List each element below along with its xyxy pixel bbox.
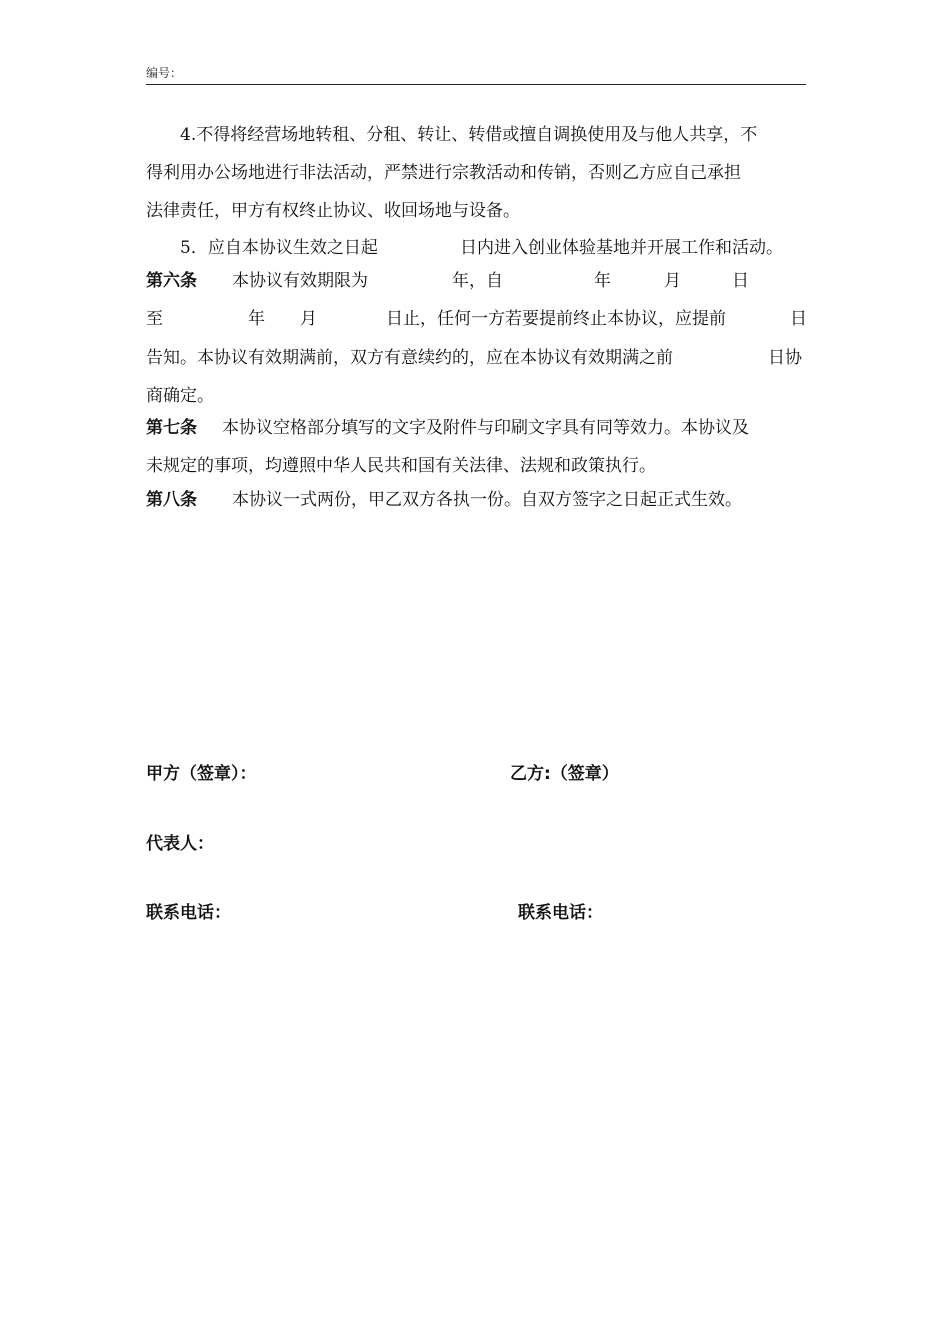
article-7-line-2: 未规定的事项，均遵照中华人民共和国有关法律、法规和政策执行。 — [146, 456, 656, 476]
party-b-signature-label: 乙方:（签章） — [510, 764, 619, 784]
article-8-text: 本协议一式两份，甲乙双方各执一份。自双方签字之日起正式生效。 — [232, 490, 742, 510]
page-header — [146, 66, 806, 85]
article-6-year-from: 年，自 — [452, 271, 503, 291]
party-a-phone-label: 联系电话： — [146, 903, 231, 923]
article-6-end-month: 月 — [300, 309, 317, 329]
article-8-heading: 第八条 — [146, 490, 197, 510]
article-6-renewal-text: 告知。本协议有效期满前，双方有意续约的，应在本协议有效期满之前 — [146, 348, 673, 368]
article-6-end-day-text: 日止，任何一方若要提前终止本协议，应提前 — [386, 309, 726, 329]
party-a-signature-label: 甲方（签章）： — [146, 764, 257, 784]
article-6-notice-day: 日 — [790, 309, 807, 329]
article-6-line-3 — [146, 347, 806, 369]
article-6-end-year: 年 — [248, 309, 265, 329]
clause-4-line-3: 法律责任，甲方有权终止协议、收回场地与设备。 — [146, 201, 520, 221]
article-6-start-month: 月 — [664, 271, 681, 291]
article-6-term-text: 本协议有效期限为 — [232, 271, 368, 291]
representative-label: 代表人： — [146, 834, 214, 854]
article-6-start-day: 日 — [732, 271, 749, 291]
article-6-line-1 — [146, 270, 806, 292]
clause-4-line-2: 得利用办公场地进行非法活动，严禁进行宗教活动和传销，否则乙方应自己承担 — [146, 163, 741, 183]
article-8-line-1 — [146, 489, 806, 511]
document-number-label: 编号： — [146, 66, 183, 80]
article-6-renewal-day: 日协 — [768, 348, 802, 368]
clause-4-line-1: 4.不得将经营场地转租、分租、转让、转借或擅自调换使用及与他人共享，不 — [180, 125, 758, 145]
article-6-line-4: 商确定。 — [146, 386, 214, 406]
clause-5-line — [180, 237, 820, 259]
article-6-start-year: 年 — [594, 271, 611, 291]
clause-5-part-1: 5．应自本协议生效之日起 — [180, 238, 378, 258]
article-6-line-2 — [146, 308, 806, 330]
article-7-line-1 — [146, 417, 806, 439]
article-7-heading: 第七条 — [146, 418, 197, 438]
clause-5-part-2: 日内进入创业体验基地并开展工作和活动。 — [460, 238, 783, 258]
article-7-text-1: 本协议空格部分填写的文字及附件与印刷文字具有同等效力。本协议及 — [222, 418, 749, 438]
article-6-to: 至 — [146, 309, 163, 329]
article-6-heading: 第六条 — [146, 271, 197, 291]
party-b-phone-label: 联系电话： — [518, 903, 603, 923]
